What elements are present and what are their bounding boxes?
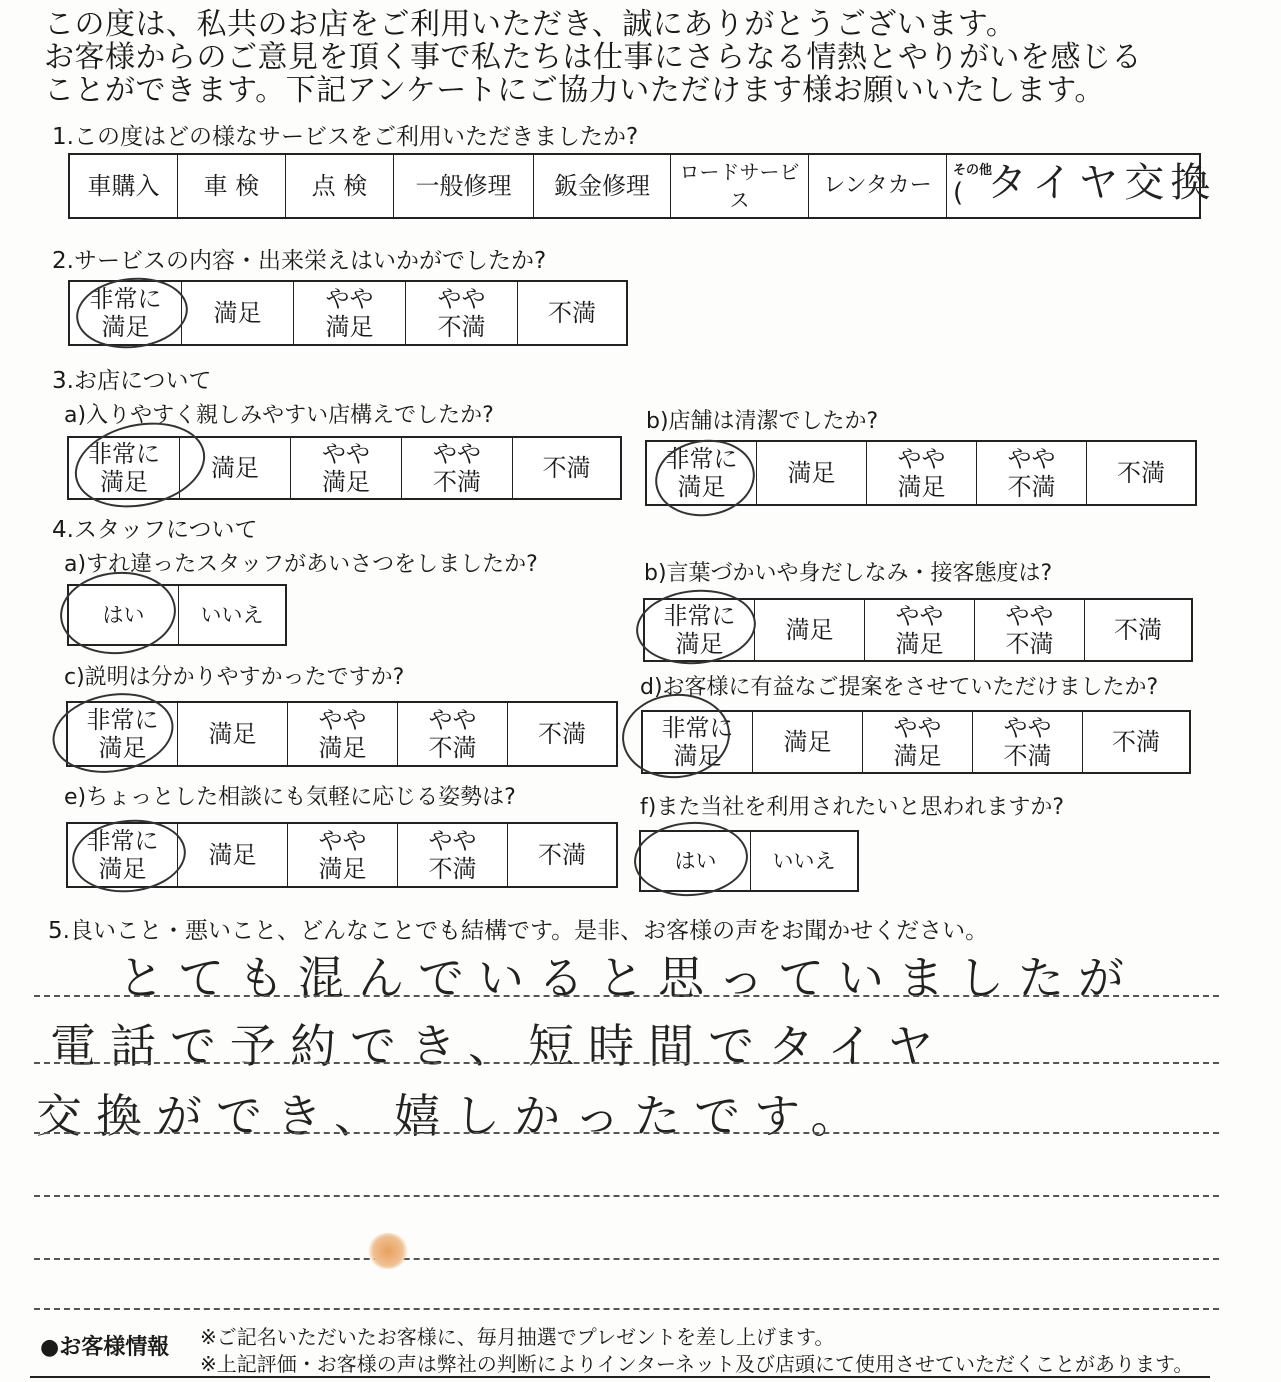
q4a-options [67, 584, 287, 646]
comment-line: とても混んでいると思っていましたが [118, 951, 1138, 1005]
info-table-edge [30, 1376, 1210, 1378]
q4d-option[interactable]: やや 不満 [973, 712, 1083, 772]
q3a-option[interactable]: 非常に 満足 [69, 438, 180, 498]
intro-line: ことができます。下記アンケートにご協力いただけます様お願いいたします。 [44, 73, 1105, 108]
q3b-label: b)店舗は清潔でしたか? [646, 409, 879, 434]
q2-option[interactable]: 非常に 満足 [70, 282, 182, 344]
comment-rule [34, 995, 1219, 997]
comment-line: 電話で予約でき、短時間でタイヤ [50, 1019, 948, 1073]
q4e-option[interactable]: 満足 [178, 824, 288, 886]
comment-line: 交換ができ、嬉しかったです。 [36, 1089, 871, 1143]
q2-option[interactable]: 不満 [548, 299, 596, 327]
q4e-option[interactable]: 非常に 満足 [68, 824, 178, 886]
q3b-options [645, 440, 1197, 506]
q3b-option[interactable]: やや 満足 [867, 442, 977, 504]
q4c-option[interactable]: やや 不満 [398, 703, 508, 765]
q3a-options [67, 436, 622, 500]
q4b-option[interactable]: やや 不満 [975, 600, 1085, 660]
comment-rule [34, 1132, 1219, 1134]
q4f-option[interactable]: いいえ [772, 849, 836, 873]
other-label: その他 [953, 163, 993, 178]
q1-option[interactable]: 一般修理 [394, 155, 534, 217]
q1-option[interactable]: 点 検 [286, 155, 394, 217]
q4c-options [66, 701, 618, 767]
q4c-option[interactable]: 非常に 満足 [68, 703, 178, 765]
q4b-option[interactable]: 満足 [755, 600, 865, 660]
comment-rule [34, 1308, 1219, 1310]
q4e-options [66, 822, 618, 888]
q4c-option[interactable]: 満足 [178, 703, 288, 765]
q2-title: 2.サービスの内容・出来栄えはいかがでしたか? [52, 248, 547, 274]
q1-option[interactable]: 鈑金修理 [534, 155, 671, 217]
q1-option[interactable]: ロードサービス [671, 155, 809, 217]
customer-note: ※ご記名いただいたお客様に、毎月抽選でプレゼントを差し上げます。 [200, 1325, 835, 1349]
q4b-option[interactable]: やや 満足 [865, 600, 975, 660]
q4d-option[interactable]: 不満 [1112, 728, 1160, 756]
q4b-option[interactable]: 不満 [1114, 616, 1162, 644]
q4a-label: a)すれ違ったスタッフがあいさつをしましたか? [64, 552, 538, 577]
q3b-option[interactable]: やや 不満 [977, 442, 1087, 504]
q1-option[interactable]: 車購入 [70, 155, 178, 217]
q3a-option[interactable]: 満足 [180, 438, 291, 498]
q4c-option[interactable]: 不満 [538, 720, 586, 748]
q2-option[interactable]: やや 不満 [406, 282, 518, 344]
q2-option[interactable]: 満足 [182, 282, 294, 344]
q4-title: 4.スタッフについて [52, 517, 258, 543]
q1-options [68, 153, 1217, 219]
q3a-label: a)入りやすく親しみやすい店構えでしたか? [64, 403, 494, 428]
q4d-label: d)お客様に有益なご提案をさせていただけましたか? [640, 675, 1159, 700]
q5-title: 5.良いこと・悪いこと、どんなことでも結構です。是非、お客様の声をお聞かせください。 [48, 918, 989, 944]
q4e-option[interactable]: 不満 [538, 841, 586, 869]
q4e-label: e)ちょっとした相談にも気軽に応じる姿勢は? [64, 785, 516, 810]
q2-options [68, 280, 628, 346]
q3-title: 3.お店について [52, 368, 212, 394]
q1-title: 1.この度はどの様なサービスをご利用いただきましたか? [52, 124, 639, 150]
q1-option[interactable]: 車 検 [178, 155, 286, 217]
q2-option[interactable]: やや 満足 [294, 282, 406, 344]
q3a-option[interactable]: 不満 [542, 454, 591, 482]
intro-text [44, 8, 1274, 107]
q4b-options [643, 598, 1193, 662]
q1-option[interactable]: レンタカー [809, 155, 947, 217]
q4e-option[interactable]: やや 不満 [398, 824, 508, 886]
q4b-label: b)言葉づかいや身だしなみ・接客態度は? [644, 561, 1053, 586]
paper-stain [368, 1233, 408, 1269]
other-answer: タイヤ交換 [987, 160, 1217, 206]
q4f-label: f)また当社を利用されたいと思われますか? [640, 795, 1065, 820]
comment-rule [34, 1195, 1219, 1197]
q4f-option[interactable]: はい [641, 832, 751, 890]
q4d-options [641, 710, 1191, 774]
q4c-option[interactable]: やや 満足 [288, 703, 398, 765]
q3b-option[interactable]: 非常に 満足 [647, 442, 757, 504]
other-paren: ( [953, 178, 964, 208]
intro-line: お客様からのご意見を頂く事で私たちは仕事にさらなる情熱とやりがいを感じる [44, 40, 1142, 75]
q3a-option[interactable]: やや 不満 [402, 438, 513, 498]
q4d-option[interactable]: やや 満足 [863, 712, 973, 772]
q3b-option[interactable]: 不満 [1117, 459, 1165, 487]
q4b-option[interactable]: 非常に 満足 [645, 600, 755, 660]
comment-rule [34, 1062, 1219, 1064]
q4a-option[interactable]: いいえ [200, 603, 264, 627]
customer-note: ※上記評価・お客様の声は弊社の判断によりインターネット及び店頭にて使用させていただくことがあります。 [200, 1352, 1194, 1376]
q3a-option[interactable]: やや 満足 [291, 438, 402, 498]
q4a-option[interactable]: はい [69, 586, 179, 644]
q4d-option[interactable]: 満足 [753, 712, 863, 772]
comment-rule [34, 1258, 1219, 1260]
q4e-option[interactable]: やや 満足 [288, 824, 398, 886]
q1-option-other[interactable] [947, 155, 1217, 217]
q3b-option[interactable]: 満足 [757, 442, 867, 504]
q4c-label: c)説明は分かりやすかったですか? [64, 665, 405, 690]
customer-info-heading: ●お客様情報 [40, 1335, 170, 1360]
intro-line: この度は、私共のお店をご利用いただき、誠にありがとうございます。 [44, 7, 1017, 42]
q4d-option[interactable]: 非常に 満足 [643, 712, 753, 772]
q4f-options [639, 830, 859, 892]
